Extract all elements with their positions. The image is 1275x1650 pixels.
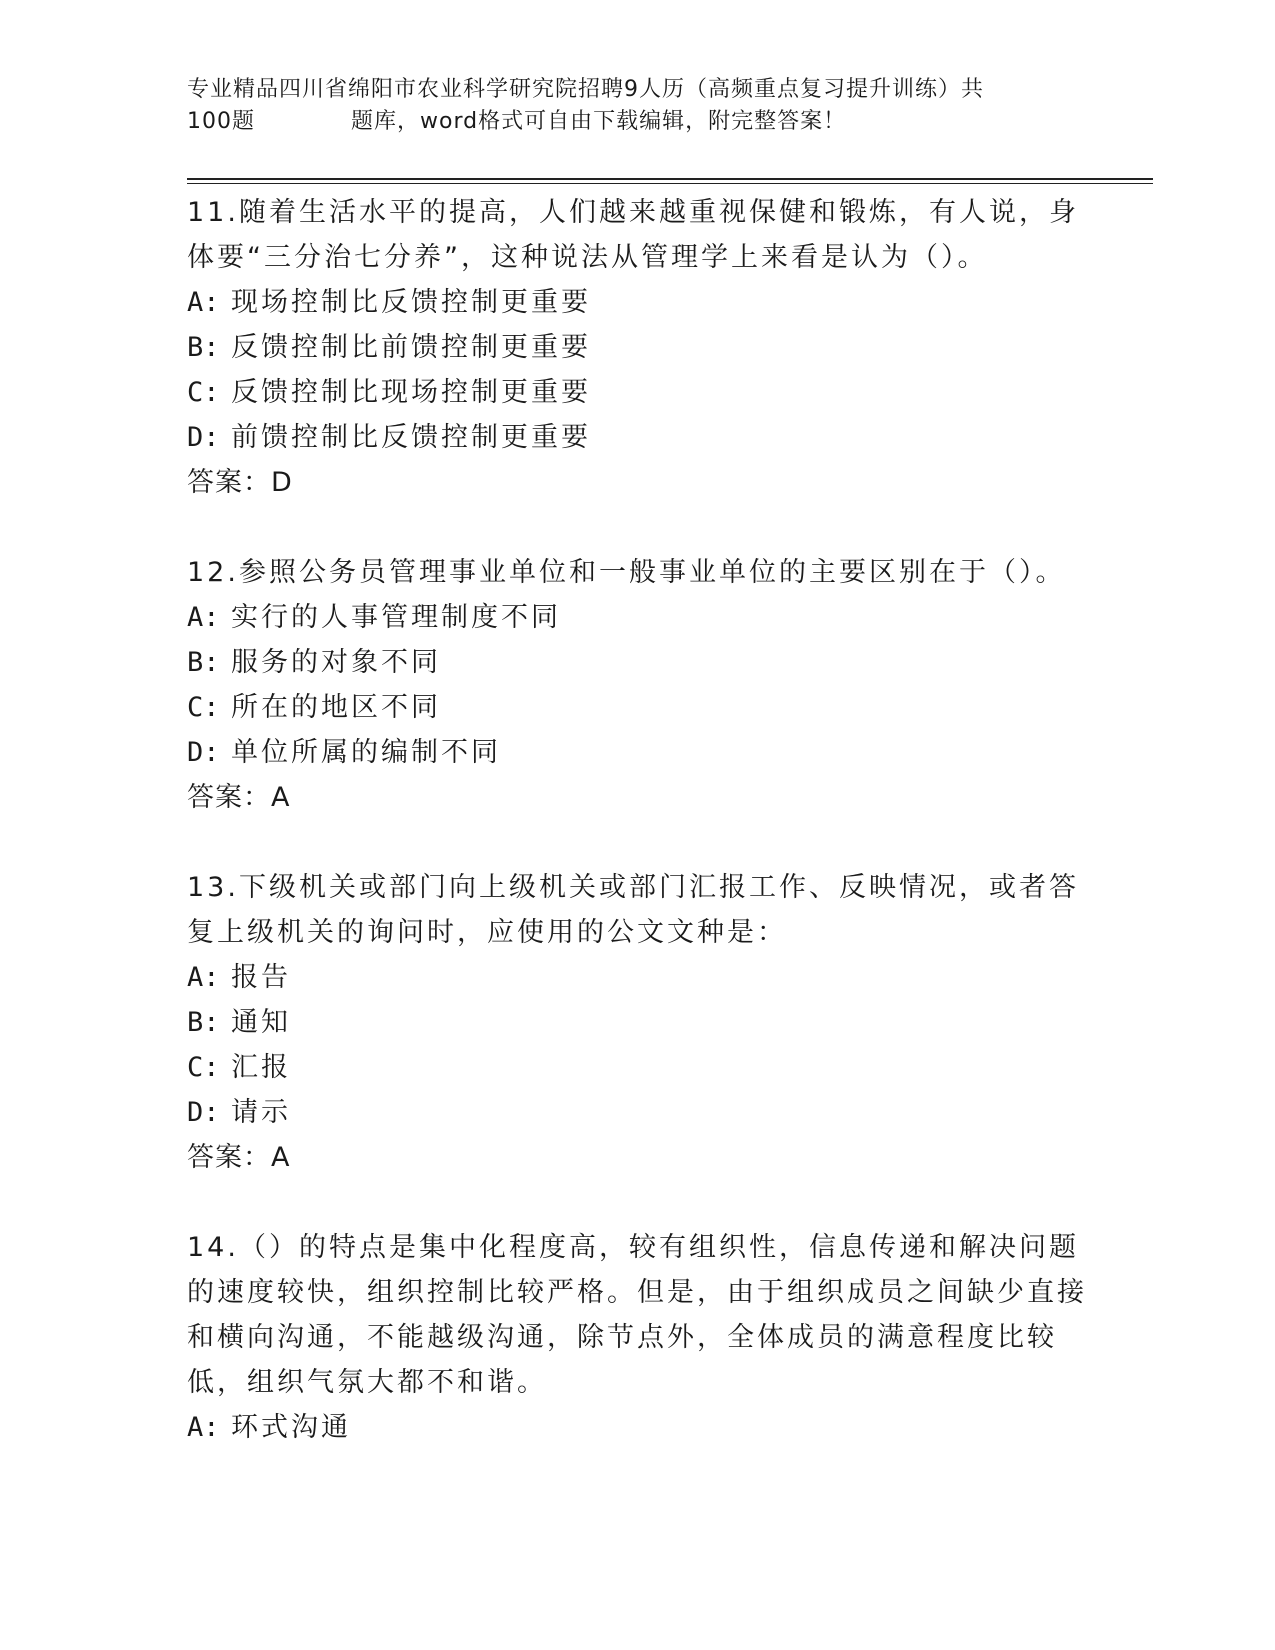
option-a [187,1405,1087,1450]
option-letter: A: [187,287,220,318]
option-text: 报告 [231,962,291,993]
question-text: 14.（）的特点是集中化程度高，较有组织性，信息传递和解决问题的速度较快，组织控制比较严格。但是，由于组织成员之间缺少直接和横向沟通，不能越级沟通，除节点外，全体成员的满意程度比较低，组织气氛大都不和谐。 [187,1232,1087,1398]
option-text: 反馈控制比现场控制更重要 [231,377,591,408]
question-11 [187,190,1087,505]
option-letter: C: [187,692,220,723]
option-text: 请示 [231,1097,291,1128]
option-d [187,1090,1087,1135]
header-line-1: 专业精品四川省绵阳市农业科学研究院招聘9人历（高频重点复习提升训练）共 [187,77,984,102]
answer: 答案：D [187,467,293,498]
option-text: 所在的地区不同 [231,692,441,723]
question-12 [187,550,1087,820]
option-c [187,370,1087,415]
option-b [187,1000,1087,1045]
option-letter: B: [187,1007,220,1038]
header-line-2 [187,106,1067,138]
question-text: 12.参照公务员管理事业单位和一般事业单位的主要区别在于（）。 [187,557,1066,588]
header-divider-thin [187,183,1153,184]
option-d [187,415,1087,460]
option-letter: C: [187,1052,220,1083]
option-letter: A: [187,1412,220,1443]
option-letter: B: [187,332,220,363]
document-header [187,74,1067,138]
option-b [187,640,1087,685]
option-text: 前馈控制比反馈控制更重要 [231,422,591,453]
option-text: 环式沟通 [231,1412,351,1443]
header-divider-thick [187,178,1153,180]
option-c [187,1045,1087,1090]
option-d [187,730,1087,775]
option-text: 单位所属的编制不同 [231,737,501,768]
answer: 答案：A [187,782,291,813]
option-letter: D: [187,737,220,768]
option-a [187,595,1087,640]
question-13 [187,865,1087,1180]
option-letter: A: [187,602,220,633]
header-description: 题库，word格式可自由下载编辑，附完整答案！ [351,109,847,134]
question-list [187,190,1087,1495]
header-question-count: 100题 [187,109,255,134]
option-text: 服务的对象不同 [231,647,441,678]
option-letter: C: [187,377,220,408]
option-b [187,325,1087,370]
question-text: 11.随着生活水平的提高，人们越来越重视保健和锻炼，有人说，身体要“三分治七分养”，这种说法从管理学上来看是认为（）。 [187,197,1079,273]
option-a [187,280,1087,325]
question-text: 13.下级机关或部门向上级机关或部门汇报工作、反映情况，或者答复上级机关的询问时，应使用的公文文种是： [187,872,1079,948]
option-letter: D: [187,422,220,453]
option-letter: D: [187,1097,220,1128]
option-text: 通知 [231,1007,291,1038]
option-c [187,685,1087,730]
question-14 [187,1225,1087,1450]
option-text: 反馈控制比前馈控制更重要 [231,332,591,363]
option-letter: B: [187,647,220,678]
option-text: 实行的人事管理制度不同 [231,602,561,633]
option-a [187,955,1087,1000]
option-letter: A: [187,962,220,993]
option-text: 现场控制比反馈控制更重要 [231,287,591,318]
option-text: 汇报 [231,1052,291,1083]
answer: 答案：A [187,1142,291,1173]
